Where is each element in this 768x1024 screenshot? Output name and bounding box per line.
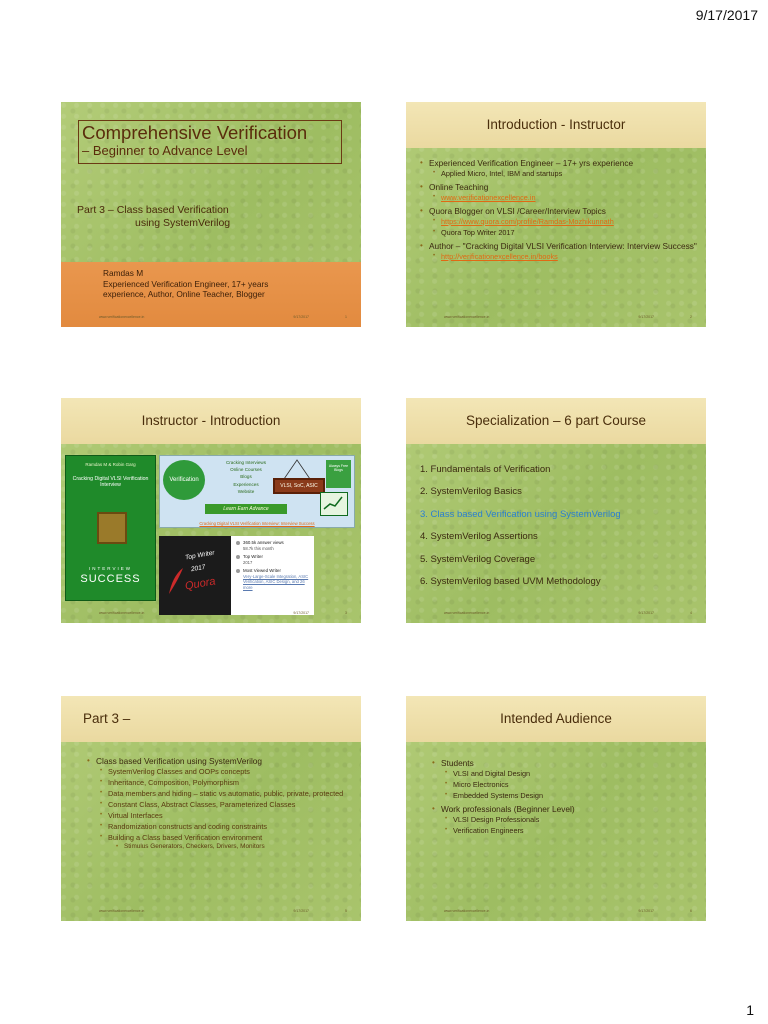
list-subitem: • Constant Class, Abstract Classes, Parameterized Classes [100, 800, 349, 809]
book-authors: Ramdas M & Robin Garg [85, 462, 136, 467]
footer-date: 9/17/2017 [293, 909, 309, 913]
list-item [432, 804, 694, 835]
quora-profile-link[interactable]: https://www.quora.com/profile/Ramdas-Mozhikunnath [441, 217, 614, 226]
list-subitem: • VLSI and Digital Design [445, 769, 694, 778]
course-item: 2. SystemVerilog Basics [420, 486, 522, 498]
stat-detail: 58.7k this month [243, 545, 274, 551]
footer-url: www.verificationexcellence.in [444, 315, 490, 319]
blog-feature: Cracking Interviews [225, 460, 267, 465]
pin-icon [236, 569, 240, 573]
footer-date: 9/17/2017 [293, 611, 309, 615]
slide-footer [406, 315, 706, 321]
list-item-text: Students [441, 758, 474, 768]
list-subitem: • Applied Micro, Intel, IBM and startups [433, 169, 698, 178]
list-subitem [433, 193, 698, 202]
footer-url: www.verificationexcellence.in [99, 315, 145, 319]
footer-url: www.verificationexcellence.in [444, 611, 490, 615]
footer-url: www.verificationexcellence.in [444, 909, 490, 913]
footer-slide-number: 3 [345, 611, 347, 615]
growth-chart-icon [320, 492, 348, 516]
verification-badge: Verification [163, 460, 205, 500]
slide-title-band [406, 696, 706, 742]
blog-features [214, 459, 278, 495]
slide-title: Specialization – 6 part Course [465, 413, 647, 428]
list-subitem: • Inheritance, Composition, Polymorphism [100, 778, 349, 787]
footer-slide-number: 2 [690, 315, 692, 319]
quora-logo-text: Quora [184, 575, 217, 593]
topic-sign: VLSI, SoC, ASIC [273, 478, 325, 494]
eye-icon [236, 541, 240, 545]
author-block [103, 268, 303, 300]
footer-slide-number: 4 [690, 611, 692, 615]
book-link-caption[interactable]: Cracking Digital VLSI Verification Interview: Interview Success [199, 521, 315, 526]
list-subitem: • Randomization constructs and coding constraints [100, 822, 349, 831]
list-item-text: Author – "Cracking Digital VLSI Verification Interview: Interview Success" [429, 241, 697, 251]
quora-line-2: 2017 [190, 563, 206, 574]
stat-item [236, 540, 314, 551]
course-list [420, 464, 621, 598]
bullet-list [432, 758, 694, 835]
slide-title: Intended Audience [500, 711, 612, 726]
list-item [432, 758, 694, 800]
blog-feature: Website [237, 488, 255, 494]
book-word-2: SUCCESS [80, 573, 141, 585]
list-subitem: • Data members and hiding – static vs automatic, public, private, protected [100, 789, 349, 798]
bullet-list [420, 158, 698, 261]
part-line-2: using SystemVerilog [135, 217, 231, 229]
sign-hanger-icon [282, 458, 312, 480]
course-item: 4. SystemVerilog Assertions [420, 531, 538, 543]
course-item: 5. SystemVerilog Coverage [420, 553, 536, 565]
slide-2 [406, 102, 706, 327]
stat-item [236, 554, 314, 565]
slide-footer [61, 909, 361, 915]
slide-title: Part 3 – [83, 711, 131, 726]
slide-title-band [406, 398, 706, 444]
slide-title: Introduction - Instructor [486, 117, 626, 132]
footer-date: 9/17/2017 [638, 909, 654, 913]
blog-feature: Blogs [240, 474, 252, 480]
book-title: Cracking Digital VLSI Verification Interview [72, 476, 149, 488]
slide-title-band [61, 696, 361, 742]
list-subitem [100, 833, 349, 851]
book-word-1: INTERVIEW [89, 566, 132, 571]
list-subitem: • VLSI Design Professionals [445, 815, 694, 824]
blog-banner-image [159, 455, 355, 528]
list-item [420, 158, 698, 178]
slide-footer [61, 315, 361, 321]
tagline-banner: Learn Earn Advance [205, 504, 287, 514]
list-item [420, 206, 698, 237]
list-subitem [433, 217, 698, 226]
list-item-text: Work professionals (Beginner Level) [441, 804, 575, 814]
footer-url: www.verificationexcellence.in [99, 611, 145, 615]
bullet-list [87, 756, 349, 851]
free-blogs-box: Always Free Blogs [326, 460, 351, 488]
website-link[interactable]: www.verificationexcellence.in [441, 193, 536, 202]
footer-slide-number: 5 [345, 909, 347, 913]
part-heading [77, 204, 230, 230]
list-item-text: Quora Blogger on VLSI /Career/Interview Topics [429, 206, 606, 216]
list-item-text: Class based Verification using SystemVerilog [96, 756, 263, 766]
slide-footer [406, 909, 706, 915]
slide-5 [61, 696, 361, 921]
footer-slide-number: 6 [690, 909, 692, 913]
slide-footer [61, 611, 361, 617]
slide-title-box [78, 120, 342, 164]
books-link[interactable]: http://verificationexcellence.in/books [441, 252, 558, 261]
course-item: 6. SystemVerilog based UVM Methodology [420, 575, 601, 587]
slide-footer [406, 611, 706, 617]
stat-label: Most Viewed Writer [243, 568, 281, 573]
slide-1 [61, 102, 361, 327]
slide-title: Comprehensive Verification [82, 122, 308, 143]
quora-stats-panel [231, 536, 314, 615]
footer-slide-number: 1 [345, 315, 347, 319]
course-item-highlighted: 3. Class based Verification using SystemVerilog [420, 508, 621, 520]
stat-detail: 2017 [243, 559, 253, 565]
footer-date: 9/17/2017 [293, 315, 309, 319]
slide-4 [406, 398, 706, 623]
footer-date: 9/17/2017 [638, 611, 654, 615]
list-subitem-text: Building a Class based Verification environment [108, 833, 263, 842]
header-date: 9/17/2017 [695, 7, 758, 23]
list-subitem: • Quora Top Writer 2017 [433, 228, 698, 237]
list-subitem [433, 252, 698, 261]
list-item-text: Experienced Verification Engineer – 17+ yrs experience [429, 158, 634, 168]
quora-top-writer-image [159, 536, 231, 615]
stat-detail: Very-Large-Scale Integration, ASIC Verification, ASIC Design, and 26 more [243, 573, 309, 590]
footer-date: 9/17/2017 [638, 315, 654, 319]
slide-title-band [406, 102, 706, 148]
slide-6 [406, 696, 706, 921]
slide-3 [61, 398, 361, 623]
list-subitem: • SystemVerilog Classes and OOPs concepts [100, 767, 349, 776]
slide-title: Instructor - Introduction [141, 413, 281, 428]
stat-label: 360.5k answer views [243, 540, 284, 545]
list-item [420, 241, 698, 261]
author-name: Ramdas M [103, 268, 144, 278]
page-number: 1 [746, 1002, 754, 1018]
stat-label: Top Writer [243, 554, 263, 559]
course-item: 1. Fundamentals of Verification [420, 464, 551, 475]
author-description: Experienced Verification Engineer, 17+ years experience, Author, Online Teacher, Blogger [103, 278, 269, 299]
list-item [87, 756, 349, 851]
quora-line-1: Top Writer [184, 549, 216, 562]
part-line-1: Part 3 – Class based Verification [77, 204, 229, 216]
star-icon [236, 555, 240, 559]
list-subitem: • Micro Electronics [445, 780, 694, 789]
list-subitem: • Verification Engineers [445, 826, 694, 835]
chip-icon [97, 512, 127, 544]
stat-item [236, 568, 314, 590]
footer-url: www.verificationexcellence.in [99, 909, 145, 913]
blog-feature: Experiences [233, 481, 259, 487]
blog-feature: Online Courses [230, 467, 262, 473]
list-item-text: Online Teaching [429, 182, 489, 192]
list-subitem: • Virtual Interfaces [100, 811, 349, 820]
slide-title-band [61, 398, 361, 444]
list-subitem: • Embedded Systems Design [445, 791, 694, 800]
book-cover-image [65, 455, 156, 601]
list-subsubitem: • Stimulus Generators, Checkers, Drivers, Monitors [116, 843, 349, 851]
list-item [420, 182, 698, 202]
slide-subtitle: – Beginner to Advance Level [82, 143, 248, 158]
